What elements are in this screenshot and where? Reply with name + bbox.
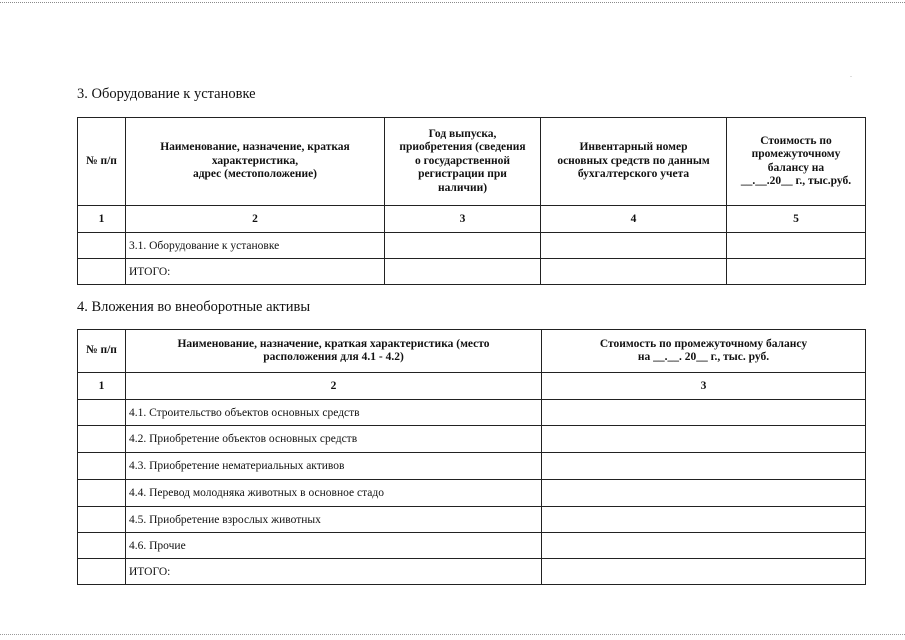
row-label: 3.1. Оборудование к установке — [126, 233, 385, 259]
header-cell-cost: Стоимость по промежуточному балансу на __.__. 20__ г., тыс. руб. — [542, 330, 866, 373]
empty-cell — [78, 233, 126, 259]
header-cell-name: Наименование, назначение, краткая характеристика (место расположения для 4.1 - 4.2) — [126, 330, 542, 373]
row-label: ИТОГО: — [126, 559, 542, 585]
section-3-heading: 3. Оборудование к установке — [77, 86, 256, 102]
empty-cell — [542, 559, 866, 585]
empty-cell — [385, 259, 541, 285]
table-header-row — [78, 330, 866, 373]
empty-cell — [78, 259, 126, 285]
empty-cell — [78, 533, 126, 559]
header-cell-number: № п/п — [78, 330, 126, 373]
table-row — [78, 426, 866, 453]
empty-cell — [78, 400, 126, 426]
table-row — [78, 480, 866, 507]
empty-cell — [542, 426, 866, 453]
scan-edge-top — [0, 2, 905, 3]
column-number: 3 — [385, 206, 541, 233]
header-cell-inventory: Инвентарный номер основных средств по данным бухгалтерского учета — [541, 118, 727, 206]
section-4-heading: 4. Вложения во внеоборотные активы — [77, 299, 311, 315]
empty-cell — [78, 426, 126, 453]
row-label: ИТОГО: — [126, 259, 385, 285]
header-cell-year: Год выпуска, приобретения (сведения о государственной регистрации при наличии) — [385, 118, 541, 206]
table-row — [78, 259, 866, 285]
column-number-row — [78, 373, 866, 400]
column-number: 2 — [126, 373, 542, 400]
header-cell-name: Наименование, назначение, краткая характеристика, адрес (местоположение) — [126, 118, 385, 206]
empty-cell — [541, 233, 727, 259]
table-row — [78, 533, 866, 559]
empty-cell — [542, 400, 866, 426]
empty-cell — [727, 259, 866, 285]
empty-cell — [542, 533, 866, 559]
row-label: 4.1. Строительство объектов основных средств — [126, 400, 542, 426]
noncurrent-assets-table — [77, 329, 866, 585]
column-number-row — [78, 206, 866, 233]
empty-cell — [541, 259, 727, 285]
table-row — [78, 453, 866, 480]
table-row — [78, 400, 866, 426]
column-number: 1 — [78, 206, 126, 233]
table-row — [78, 233, 866, 259]
empty-cell — [78, 453, 126, 480]
scan-edge-bottom — [0, 634, 905, 635]
empty-cell — [78, 559, 126, 585]
row-label: 4.6. Прочие — [126, 533, 542, 559]
column-number: 2 — [126, 206, 385, 233]
table-header-row — [78, 118, 866, 206]
empty-cell — [385, 233, 541, 259]
header-cell-number: № п/п — [78, 118, 126, 206]
equipment-table — [77, 117, 866, 285]
column-number: 1 — [78, 373, 126, 400]
row-label: 4.2. Приобретение объектов основных средств — [126, 426, 542, 453]
column-number: 3 — [542, 373, 866, 400]
empty-cell — [78, 480, 126, 507]
empty-cell — [542, 507, 866, 533]
header-cell-cost: Стоимость по промежуточному балансу на __.__.20__ г., тыс.руб. — [727, 118, 866, 206]
table-row — [78, 559, 866, 585]
scan-speck: . — [850, 70, 852, 79]
row-label: 4.3. Приобретение нематериальных активов — [126, 453, 542, 480]
empty-cell — [727, 233, 866, 259]
empty-cell — [542, 453, 866, 480]
empty-cell — [542, 480, 866, 507]
row-label: 4.4. Перевод молодняка животных в основное стадо — [126, 480, 542, 507]
empty-cell — [78, 507, 126, 533]
table-row — [78, 507, 866, 533]
column-number: 5 — [727, 206, 866, 233]
row-label: 4.5. Приобретение взрослых животных — [126, 507, 542, 533]
column-number: 4 — [541, 206, 727, 233]
